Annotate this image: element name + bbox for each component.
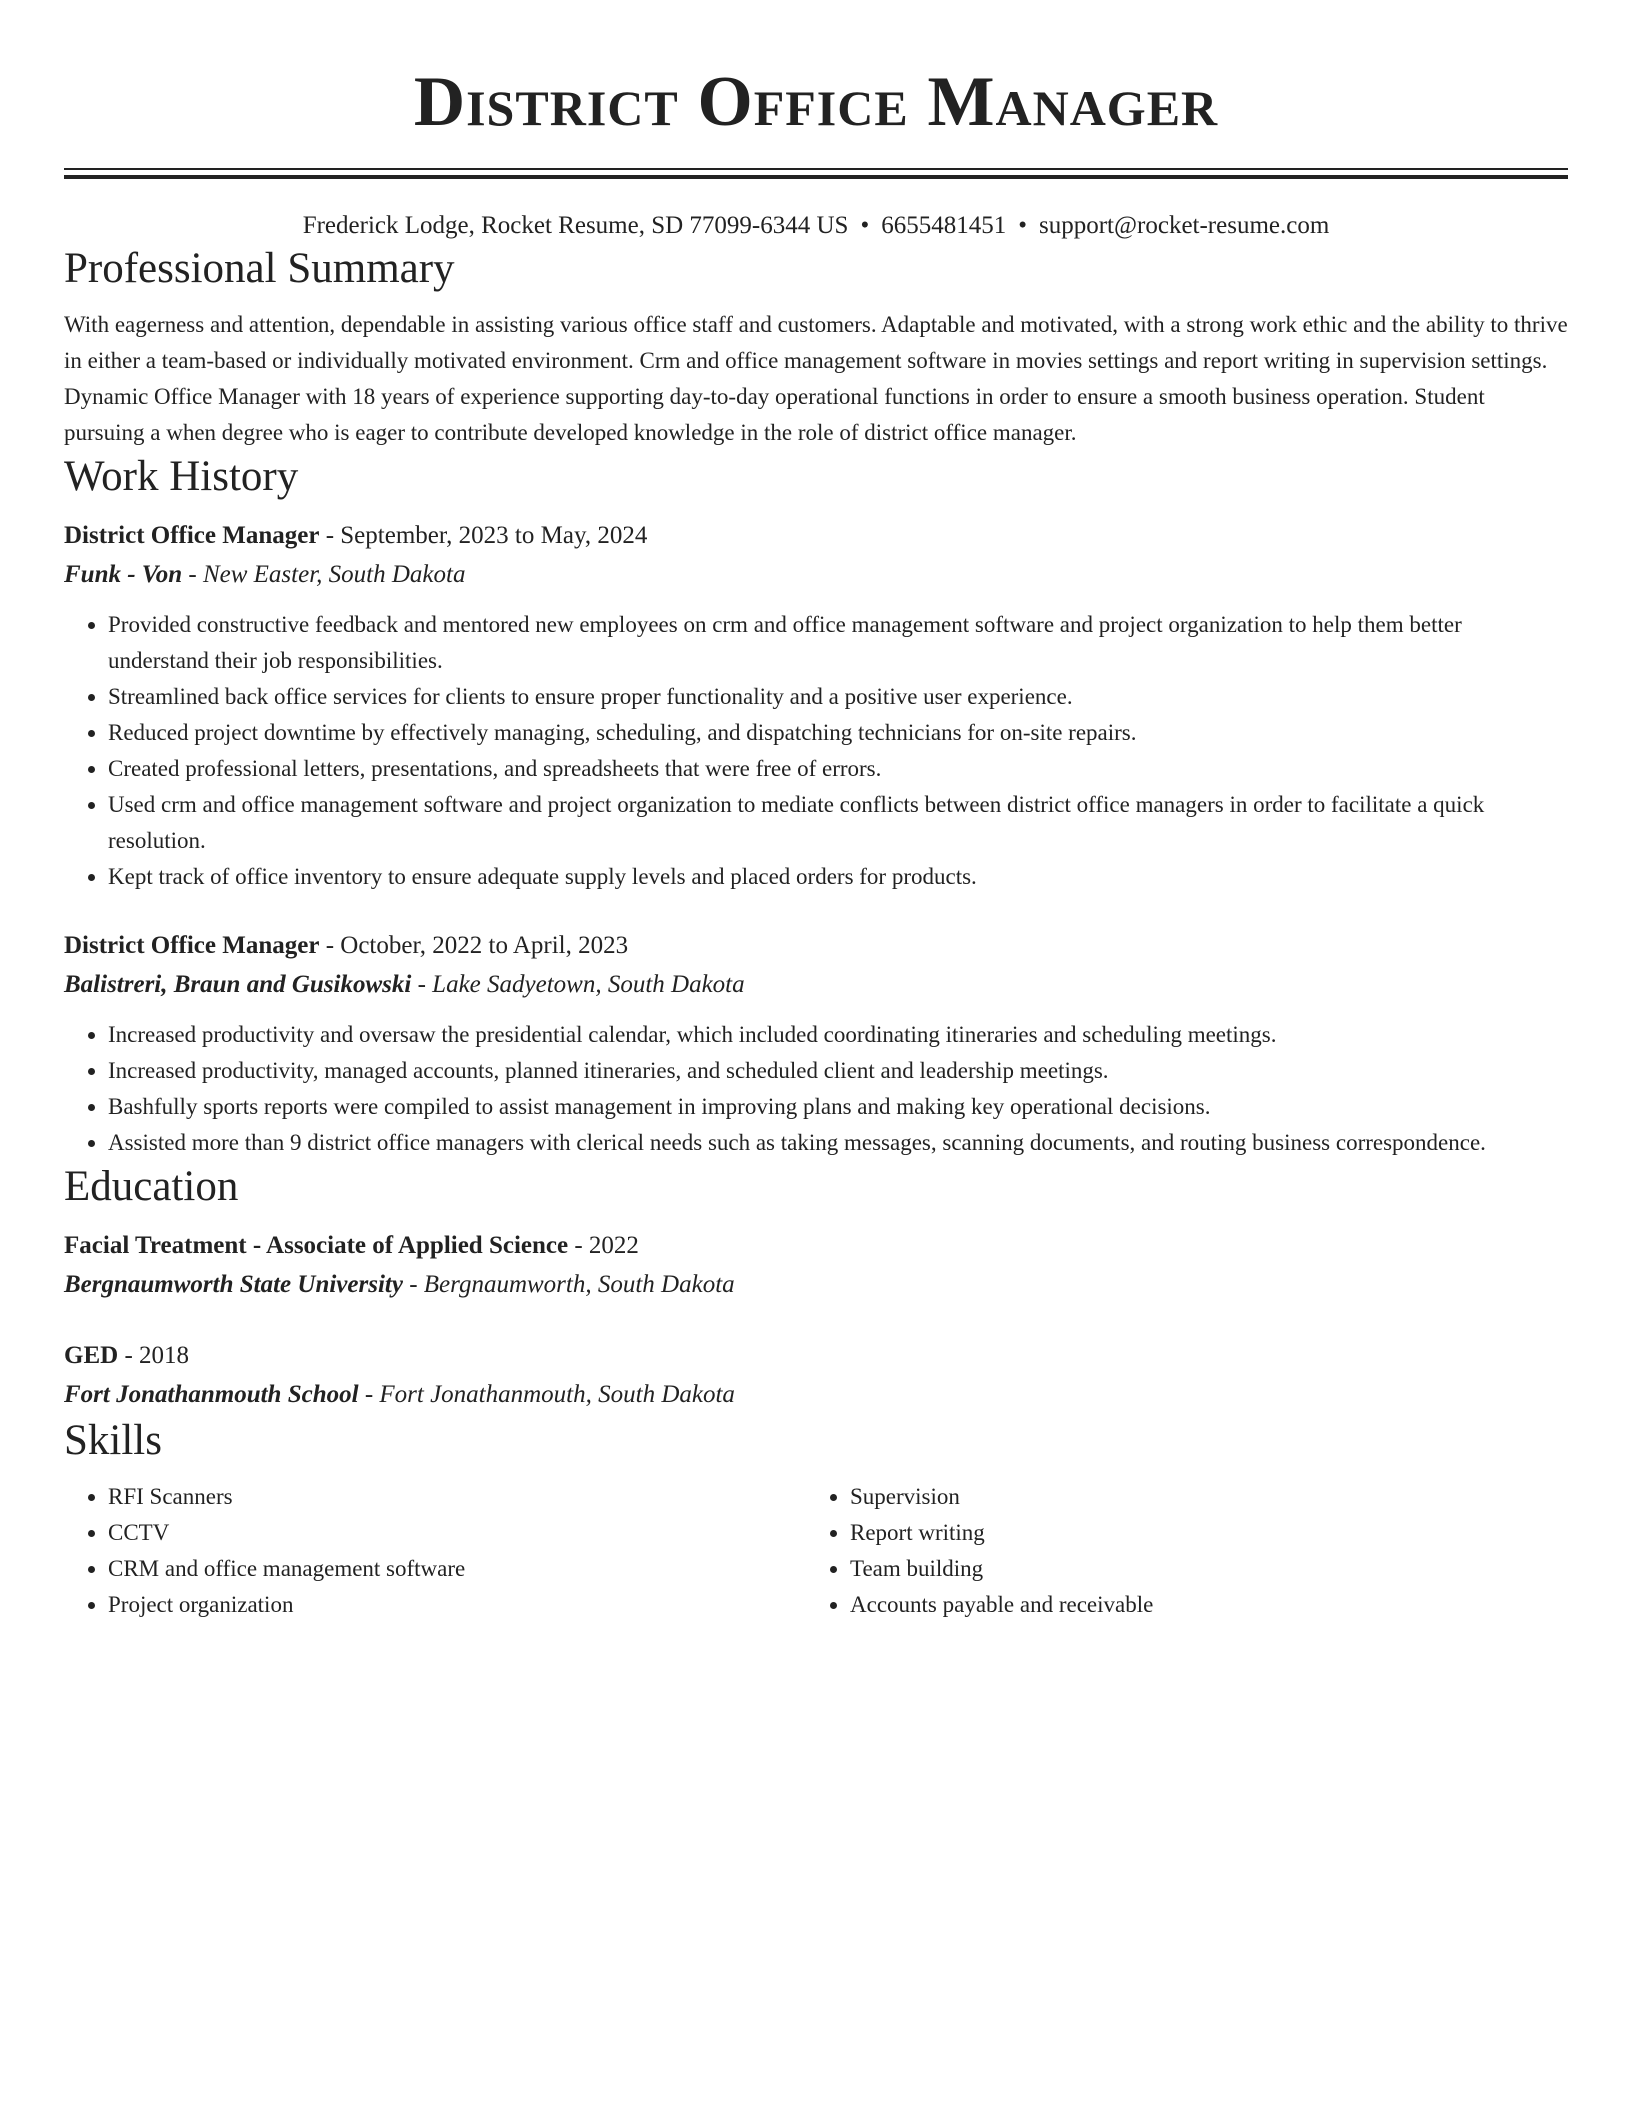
education-school: Fort Jonathanmouth School xyxy=(64,1381,359,1408)
skills-list xyxy=(806,1479,1548,1623)
skill-item: • RFI Scanners xyxy=(108,1479,806,1515)
education-degree: GED xyxy=(64,1342,119,1369)
job-bullet: • Created professional letters, presentations, and spreadsheets that were free of errors. xyxy=(108,751,1568,787)
job-bullets xyxy=(64,1017,1568,1161)
contact-line xyxy=(64,209,1568,243)
contact-address: Frederick Lodge, Rocket Resume, SD 77099-6344 US xyxy=(302,212,849,239)
contact-separator: • xyxy=(860,212,870,239)
job-header xyxy=(64,517,1568,555)
job-company: Balistreri, Braun and Gusikowski xyxy=(64,971,412,998)
skill-item: • Project organization xyxy=(108,1587,806,1623)
job-header xyxy=(64,927,1568,965)
education-location: - Bergnaumworth, South Dakota xyxy=(402,1271,735,1298)
job-entry xyxy=(64,517,1568,895)
header-divider xyxy=(64,168,1568,179)
contact-phone: 6655481451 xyxy=(881,212,1007,239)
education-header xyxy=(64,1337,1568,1375)
job-location: - New Easter, South Dakota xyxy=(182,561,466,588)
contact-separator: • xyxy=(1018,212,1027,239)
education-location: - Fort Jonathanmouth, South Dakota xyxy=(358,1381,735,1408)
skill-item: • Supervision xyxy=(850,1479,1548,1515)
education-school-line xyxy=(64,1265,1568,1305)
education-heading: Education xyxy=(64,1163,239,1210)
job-dates: - September, 2023 to May, 2024 xyxy=(319,522,648,549)
education-header xyxy=(64,1227,1568,1265)
job-entry xyxy=(64,927,1568,1161)
job-bullet: • Increased productivity and oversaw the presidential calendar, which included coordinating itineraries and scheduling meetings. xyxy=(108,1017,1568,1053)
summary-text: With eagerness and attention, dependable in assisting various office staff and customers. Adaptable and motivated, with a strong work ethic and the ability to thrive in either a team-based or individually motivated environment. Crm and office management software in movies settings and report writing in supervision settings. Dynamic Office Manager with 18 years of experience supporting day-to-day operational functions in order to ensure a smooth business operation. Student pursuing a when degree who is eager to contribute developed knowledge in the role of district office manager. xyxy=(64,312,1568,445)
job-bullet: • Reduced project downtime by effectively managing, scheduling, and dispatching technicians for on-site repairs. xyxy=(108,715,1568,751)
summary-heading: Professional Summary xyxy=(64,245,455,292)
contact-email: support@rocket-resume.com xyxy=(1039,212,1330,239)
work-history-heading: Work History xyxy=(64,453,299,500)
job-bullet: • Increased productivity, managed accounts, planned itineraries, and scheduled client and leadership meetings. xyxy=(108,1053,1568,1089)
skill-item: • CCTV xyxy=(108,1515,806,1551)
job-employer xyxy=(64,965,1568,1005)
job-bullet: • Used crm and office management software and project organization to mediate conflicts between district office managers in order to facilitate a quick resolution. xyxy=(108,787,1568,859)
education-entry xyxy=(64,1337,1568,1415)
education-year: - 2022 xyxy=(568,1232,639,1259)
skills-grid xyxy=(64,1479,1568,1623)
job-bullet: • Assisted more than 9 district office managers with clerical needs such as taking messages, scanning documents, and routing business correspondence. xyxy=(108,1125,1568,1161)
job-bullet: • Streamlined back office services for clients to ensure proper functionality and a positive user experience. xyxy=(108,679,1568,715)
resume-name: District Office Manager xyxy=(413,63,1219,141)
job-role: District Office Manager xyxy=(64,932,320,959)
skill-item: • CRM and office management software xyxy=(108,1551,806,1587)
job-bullets xyxy=(64,607,1568,895)
skills-column-left xyxy=(64,1479,806,1623)
job-role: District Office Manager xyxy=(64,522,320,549)
skill-item: • Team building xyxy=(850,1551,1548,1587)
education-school: Bergnaumworth State University xyxy=(64,1271,403,1298)
job-company: Funk - Von xyxy=(64,561,183,588)
job-bullet: • Bashfully sports reports were compiled to assist management in improving plans and making key operational decisions. xyxy=(108,1089,1568,1125)
job-location: - Lake Sadyetown, South Dakota xyxy=(411,971,745,998)
education-school-line xyxy=(64,1375,1568,1415)
job-employer xyxy=(64,555,1568,595)
skill-item: • Report writing xyxy=(850,1515,1548,1551)
education-entry xyxy=(64,1227,1568,1305)
skills-column-right xyxy=(806,1479,1548,1623)
skills-heading: Skills xyxy=(64,1417,162,1464)
skills-list xyxy=(64,1479,806,1623)
skill-item: • Accounts payable and receivable xyxy=(850,1587,1548,1623)
job-dates: - October, 2022 to April, 2023 xyxy=(319,932,629,959)
job-bullet: • Kept track of office inventory to ensure adequate supply levels and placed orders for products. xyxy=(108,859,1568,895)
education-year: - 2018 xyxy=(118,1342,190,1369)
education-degree: Facial Treatment - Associate of Applied Science xyxy=(64,1232,569,1259)
job-bullet: • Provided constructive feedback and mentored new employees on crm and office management software and project organization to help them better understand their job responsibilities. xyxy=(108,607,1568,679)
